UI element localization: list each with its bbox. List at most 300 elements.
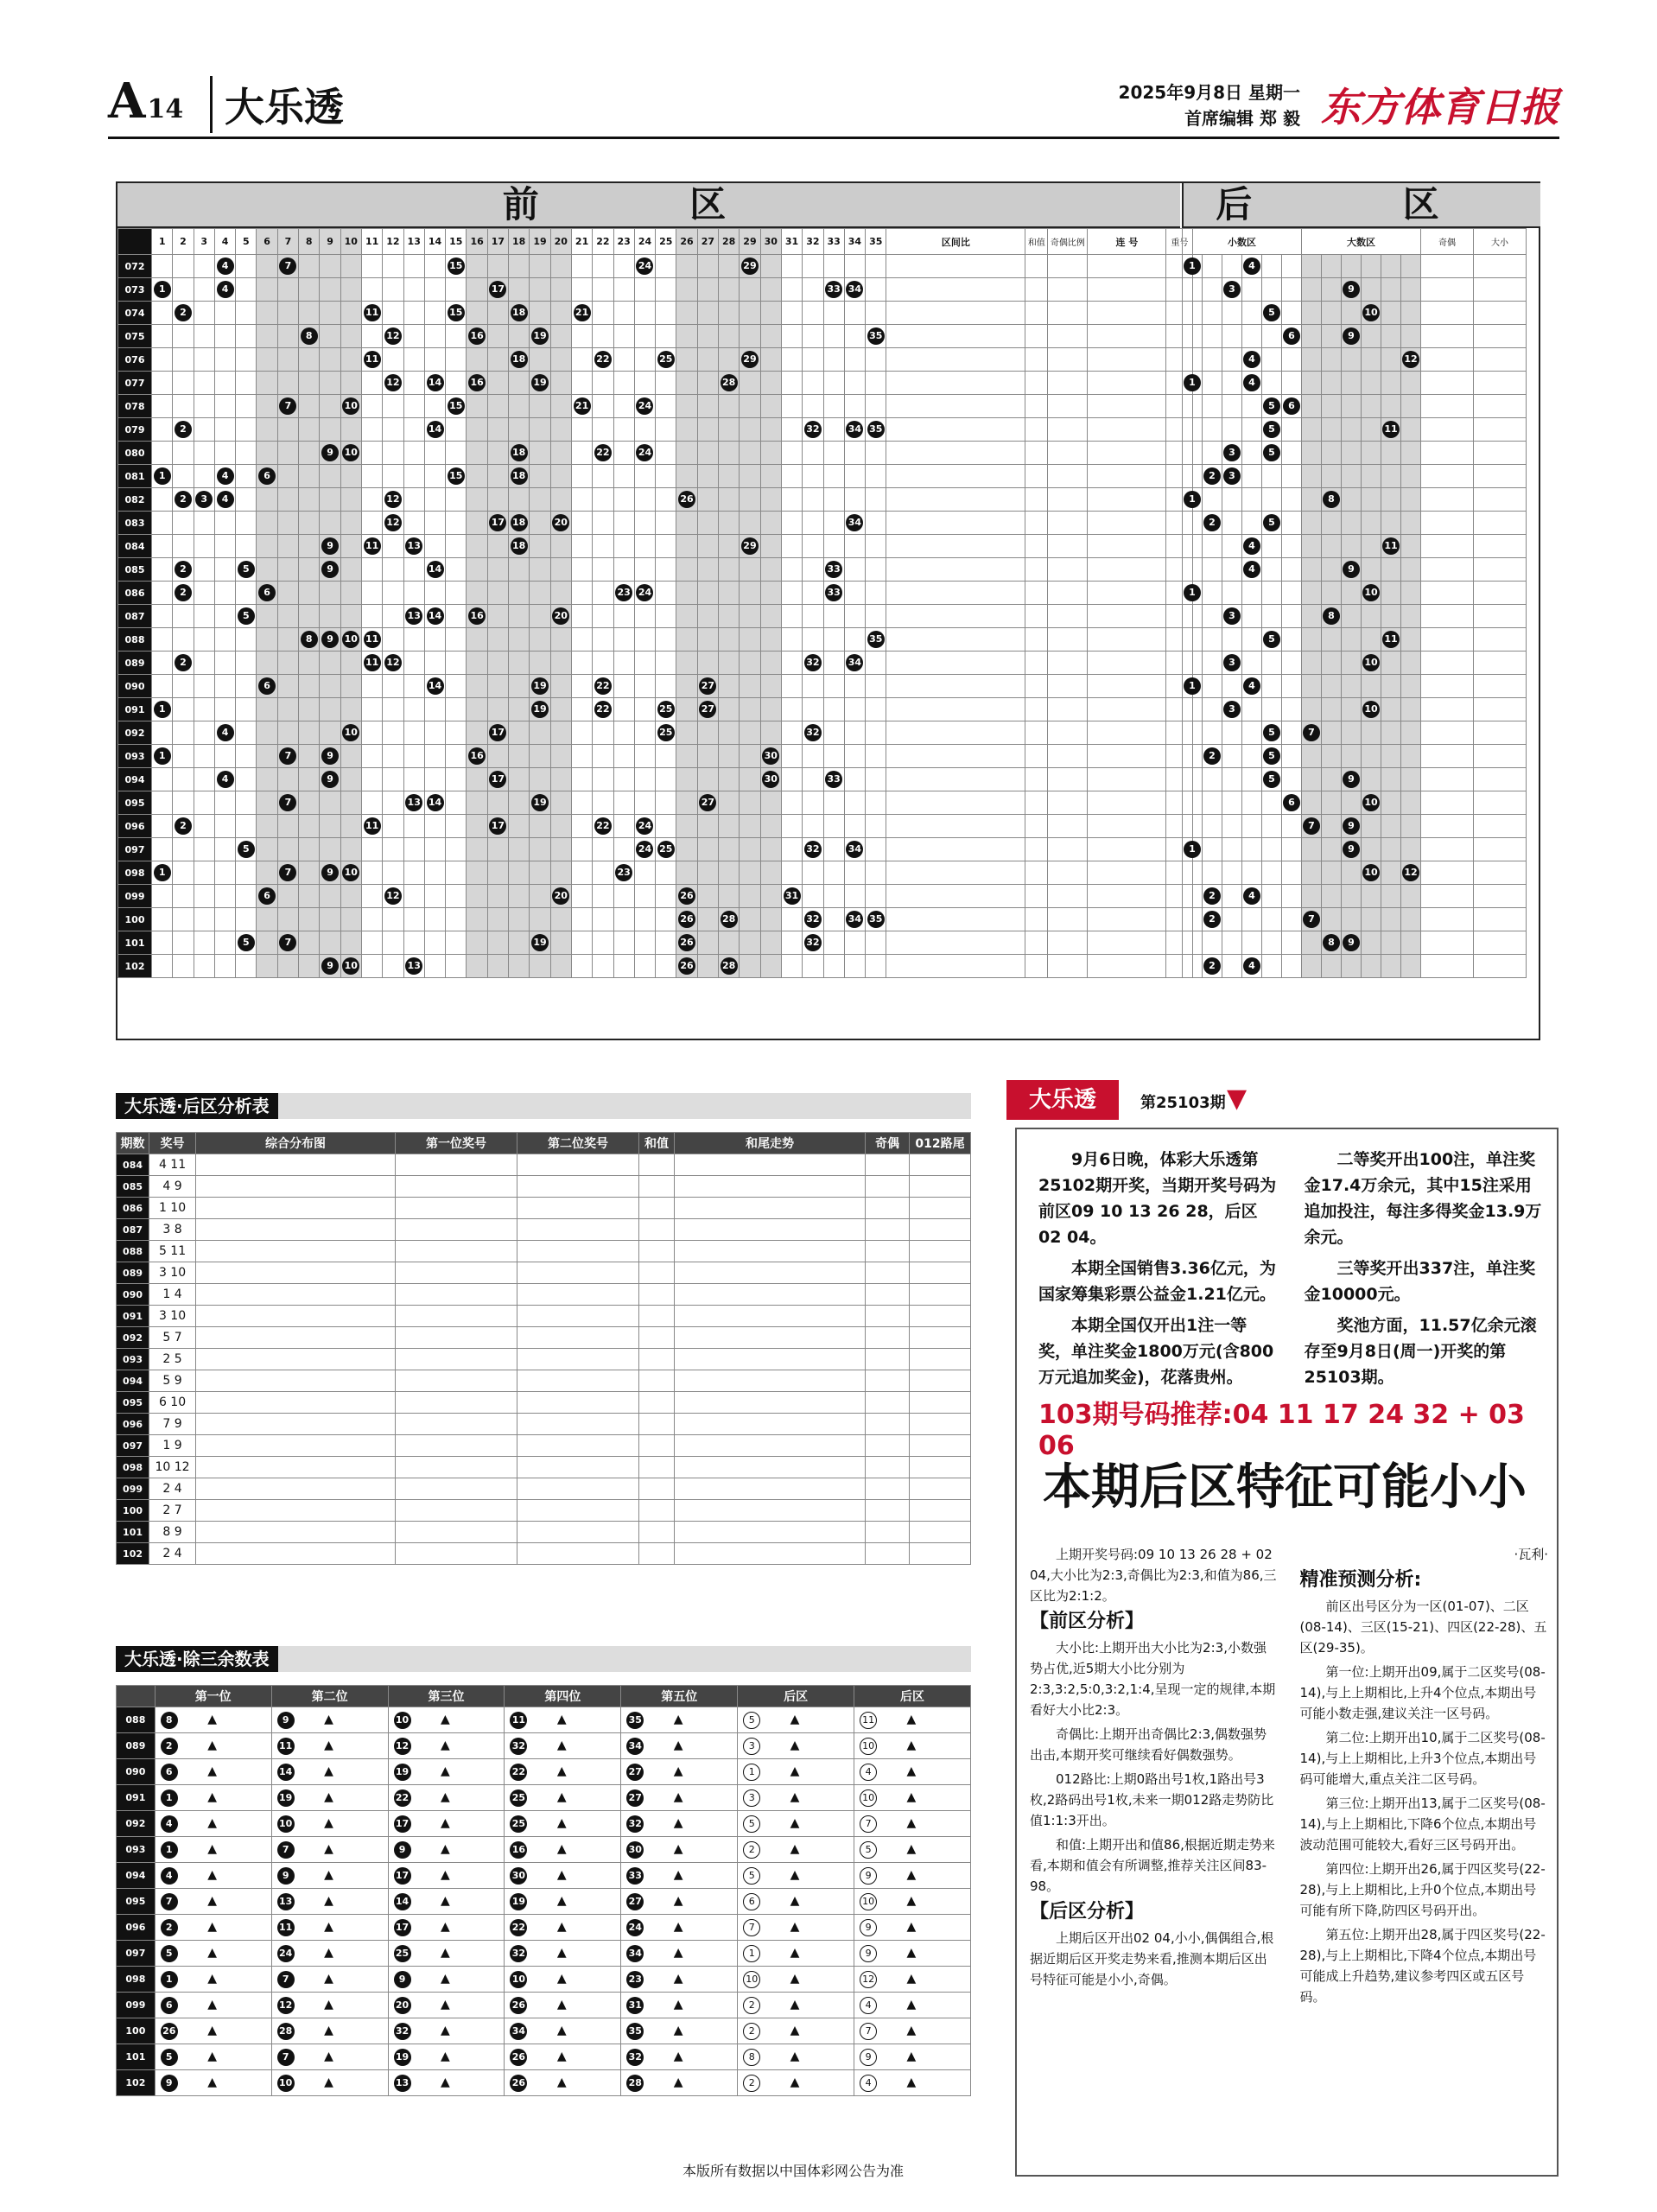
mod3-ball: 32 (510, 1738, 527, 1755)
front-col-header: 9 (320, 229, 340, 255)
drawn-ball: 17 (489, 817, 506, 835)
mod3-col: 后区 (738, 1686, 854, 1707)
mod3-ball: 17 (394, 1867, 411, 1885)
mod3-header: 大乐透·除三余数表 (116, 1646, 971, 1672)
drawn-ball: 33 (825, 281, 842, 298)
article-headline: 本期后区特征可能小小 (1043, 1459, 1527, 1516)
drawn-ball: 7 (279, 397, 296, 415)
drawn-ball: 9 (321, 747, 339, 765)
drawn-ball: 4 (217, 724, 234, 741)
mod3-ball: 10 (743, 1971, 760, 1988)
mod3-ball: 5 (743, 1815, 760, 1833)
mod3-ball: 10 (510, 1971, 527, 1988)
drawn-ball: 28 (721, 374, 738, 391)
drawn-ball: 34 (846, 841, 863, 858)
draw-row (118, 395, 1193, 418)
draw-row (118, 512, 1193, 535)
drawn-ball: 34 (846, 654, 863, 671)
drawn-ball: 28 (721, 957, 738, 975)
back-ball: 4 (1243, 561, 1260, 578)
mod3-ball: 32 (626, 2049, 644, 2066)
draw-number: 095 (118, 791, 152, 815)
front-col-header: 19 (530, 229, 550, 255)
drawn-ball: 24 (636, 841, 653, 858)
draw-row (118, 418, 1193, 442)
drawn-ball: 1 (154, 467, 171, 485)
mod3-row: 090 6 ▲ 14 ▲ 19 ▲ 22 ▲ 27 ▲ 1 ▲ 4 ▲ (117, 1759, 971, 1785)
drawn-ball: 2 (175, 491, 192, 508)
mod3-ball: 22 (394, 1789, 411, 1807)
draw-number: 074 (118, 302, 152, 325)
back-analysis-row: 087 3 8 (117, 1219, 971, 1241)
back-ball: 4 (1243, 677, 1260, 695)
front-col-header: 11 (361, 229, 382, 255)
back-analysis-row: 084 4 11 (117, 1154, 971, 1176)
front-analysis-paragraph: 和值:上期开出和值86,根据近期走势来看,本期和值会有所调整,推荐关注区间83-98。 (1030, 1837, 1275, 1894)
drawn-ball: 20 (552, 607, 569, 625)
mod3-ball: 34 (626, 1738, 644, 1755)
back-analysis-paragraph: 上期后区开出02 04,小小,偶偶组合,根据近期后区开奖走势来看,推测本期后区出号特征可能是小小,奇偶。 (1030, 1930, 1274, 1987)
drawn-ball: 18 (511, 514, 528, 531)
back-ball: 9 (1343, 817, 1360, 835)
drawn-ball: 26 (678, 911, 695, 928)
drawn-ball: 2 (175, 304, 192, 321)
drawn-ball: 34 (846, 911, 863, 928)
front-col-header: 20 (550, 229, 571, 255)
mod3-ball: 26 (510, 2049, 527, 2066)
back-ball: 5 (1263, 397, 1280, 415)
drawn-ball: 19 (531, 677, 549, 695)
mod3-ball: 4 (161, 1815, 178, 1833)
drawn-ball: 9 (321, 444, 339, 461)
back-analysis-col: 第二位奖号 (517, 1133, 639, 1154)
mod3-ball: 27 (626, 1789, 644, 1807)
mod3-ball: 28 (626, 2075, 644, 2092)
drawn-ball: 22 (594, 701, 612, 718)
back-row (1183, 442, 1527, 465)
back-ball: 6 (1283, 794, 1300, 811)
draw-number: 097 (118, 838, 152, 861)
drawn-ball: 14 (427, 607, 444, 625)
mod3-ball: 2 (161, 1919, 178, 1936)
back-analysis-heading: 【后区分析】 (1030, 1901, 1145, 1923)
front-col-header: 15 (446, 229, 467, 255)
front-col-header: 12 (383, 229, 403, 255)
drawn-ball: 6 (258, 467, 276, 485)
draw-number: 082 (118, 488, 152, 512)
drawn-ball: 14 (427, 374, 444, 391)
front-zone-title: 前 区 (117, 183, 1180, 228)
drawn-ball: 8 (301, 631, 318, 648)
mod3-ball: 2 (743, 1997, 760, 2014)
back-ball: 8 (1323, 491, 1340, 508)
prediction-paragraph: 第三位:上期开出13,属于二区奖号(08-14),与上上期相比,下降6个位点,本期出号波动范围可能较大,看好三区号码开出。 (1299, 1796, 1546, 1853)
date-editor: 2025年9月8日 星期一 首席编辑 郑 毅 (1118, 82, 1300, 129)
drawn-ball: 24 (636, 584, 653, 601)
mod3-ball: 23 (626, 1971, 644, 1988)
draw-number: 098 (118, 861, 152, 885)
drawn-ball: 9 (321, 561, 339, 578)
draw-number: 084 (118, 535, 152, 558)
drawn-ball: 35 (867, 327, 885, 345)
drawn-ball: 12 (384, 654, 402, 671)
back-ball: 5 (1263, 421, 1280, 438)
drawn-ball: 7 (279, 257, 296, 275)
back-row (1183, 955, 1527, 978)
mod3-ball: 17 (394, 1919, 411, 1936)
back-row (1183, 745, 1527, 768)
draw-row (118, 628, 1193, 652)
mod3-ball: 19 (510, 1893, 527, 1910)
mod3-ball: 11 (860, 1712, 877, 1729)
mod3-ball: 22 (510, 1919, 527, 1936)
mod3-ball: 24 (277, 1945, 295, 1962)
down-arrow-icon: ▼ (1227, 1084, 1248, 1114)
drawn-ball: 10 (342, 444, 359, 461)
back-ball: 3 (1223, 467, 1241, 485)
mod3-ball: 26 (161, 2023, 178, 2040)
back-oe-header: 奇偶 (1421, 229, 1474, 255)
drawn-ball: 26 (678, 957, 695, 975)
mod3-ball: 2 (161, 1738, 178, 1755)
mod3-row: 091 1 ▲ 19 ▲ 22 ▲ 25 ▲ 27 ▲ 3 ▲ 10 ▲ (117, 1785, 971, 1811)
mod3-ball: 26 (510, 2075, 527, 2092)
back-row (1183, 605, 1527, 628)
draw-number: 092 (118, 721, 152, 745)
back-analysis-col: 第一位奖号 (396, 1133, 517, 1154)
drawn-ball: 1 (154, 864, 171, 881)
back-ball: 1 (1184, 257, 1201, 275)
back-row (1183, 278, 1527, 302)
front-col-header: 27 (697, 229, 718, 255)
front-col-header: 2 (173, 229, 194, 255)
mod3-row: 102 9 ▲ 10 ▲ 13 ▲ 26 ▲ 28 ▲ 2 ▲ 4 ▲ (117, 2070, 971, 2096)
drawn-ball: 18 (511, 537, 528, 555)
drawn-ball: 29 (741, 351, 759, 368)
back-ball: 12 (1402, 351, 1419, 368)
draw-row (118, 488, 1193, 512)
drawn-ball: 25 (657, 841, 675, 858)
draw-row (118, 721, 1193, 745)
prediction-paragraph: 前区出号区分为一区(01-07)、二区(08-14)、三区(15-21)、四区(22-28)、五区(29-35)。 (1299, 1599, 1547, 1656)
article-body: 上期开奖号码:09 10 13 26 28 + 02 04,大小比为2:3,奇偶比为2:3,和值为86,三区比为2:1:2。 【前区分析】 大小比:上期开出大小比为2:3,小数强势占优,近5期大小比分别为2:3,3:2,5:0,3:2,1:4,呈现一定的规律,本期看好大小比2:3。 奇偶比:上期开出奇偶比2:3,偶数强势出击,本期开奖可继续看好偶数强势。 012路比:上期0路出号1枚,1路出号3枚,2路码出号1枚,未来一期012路走势防比值1:1:3开出。 和值:上期开出和值86,根据近期走势来看,本期和值会有所调整,推荐关注区间83-98。 【后区分析】 上期后区开出02 04,小小,偶偶组合,根据近期后区开奖走势来看,推测本期后区出号特征可能是小小,奇偶。 ·瓦利· 精准预测分析: 前区出号区分为一区(01-07)、二区(08-14)、三区(15-21)、四区(22-28)、五区(29-35)。 第一位:上期开出09,属于二区奖号(08-14),与上上期相比,上升4个位点,本期出号可能小数走强,建议关注一区号码。 第二位:上期开出10,属于二区奖号(08-14),与上上期相比,上升3个位点,本期出号码可能增大,重点关注二区号码。 第三位:上期开出13,属于二区奖号(08-14),与上上期相比,下降6个位点,本期出号波动范围可能较大,看好三区号码开出。 第四位:上期开出26,属于四区奖号(22-28),与上上期相比,上升0个位点,本期出号可能有所下降,防四区号码开出。 第五位:上期开出28,属于四区奖号(22-28),与上上期相比,下降4个位点,本期出号可能成上升趋势,建议参考四区或五区号码。 (1030, 1544, 1548, 2007)
prediction-heading: 精准预测分析: (1299, 1569, 1422, 1591)
mod3-ball: 1 (743, 1764, 760, 1781)
mod3-ball: 9 (277, 1867, 295, 1885)
drawn-ball: 33 (825, 584, 842, 601)
drawn-ball: 19 (531, 701, 549, 718)
draw-row (118, 325, 1193, 348)
drawn-ball: 12 (384, 327, 402, 345)
back-ball: 2 (1203, 887, 1221, 905)
back-ball: 10 (1362, 654, 1380, 671)
draw-row (118, 535, 1193, 558)
paper-logo: 东方体育日报 (1321, 84, 1559, 130)
drawn-ball: 22 (594, 677, 612, 695)
front-col-header: 21 (571, 229, 592, 255)
drawn-ball: 18 (511, 467, 528, 485)
lead-paragraph: 9月6日晚，体彩大乐透第25102期开奖，当期开奖号码为前区09 10 13 26 28，后区02 04。 (1038, 1150, 1277, 1247)
drawn-ball: 27 (699, 701, 716, 718)
back-row (1183, 535, 1527, 558)
draw-row (118, 838, 1193, 861)
front-col-header: 1 (152, 229, 173, 255)
drawn-ball: 2 (175, 421, 192, 438)
mod3-row: 099 6 ▲ 12 ▲ 20 ▲ 26 ▲ 31 ▲ 2 ▲ 4 ▲ (117, 1993, 971, 2018)
prediction-paragraph: 第二位:上期开出10,属于二区奖号(08-14),与上上期相比,上升3个位点,本期出号码可能增大,重点关注二区号码。 (1299, 1730, 1546, 1787)
draw-number: 077 (118, 372, 152, 395)
front-col-header: 35 (866, 229, 886, 255)
back-analysis-table (116, 1132, 971, 1565)
mod3-ball: 14 (394, 1893, 411, 1910)
lead-paragraph: 本期全国销售3.36亿元，为国家筹集彩票公益金1.21亿元。 (1038, 1259, 1276, 1304)
mod3-ball: 1 (161, 1841, 178, 1859)
draw-number: 087 (118, 605, 152, 628)
mod3-ball: 33 (626, 1867, 644, 1885)
back-ball: 3 (1223, 607, 1241, 625)
back-analysis-row: 094 5 9 (117, 1370, 971, 1392)
drawn-ball: 13 (405, 607, 422, 625)
drawn-ball: 10 (342, 724, 359, 741)
back-ball: 5 (1263, 747, 1280, 765)
mod3-col: 第四位 (505, 1686, 621, 1707)
draw-row (118, 745, 1193, 768)
mod3-ball: 32 (394, 2023, 411, 2040)
mod3-ball: 7 (161, 1893, 178, 1910)
back-row (1183, 512, 1527, 535)
mod3-ball: 5 (743, 1867, 760, 1885)
drawn-ball: 5 (238, 561, 255, 578)
drawn-ball: 1 (154, 747, 171, 765)
drawn-ball: 20 (552, 887, 569, 905)
drawn-ball: 12 (384, 491, 402, 508)
draw-number: 073 (118, 278, 152, 302)
mod3-ball: 10 (860, 1738, 877, 1755)
front-col-header: 25 (656, 229, 676, 255)
back-ball: 1 (1184, 584, 1201, 601)
drawn-ball: 11 (364, 537, 381, 555)
mod3-ball: 7 (277, 1971, 295, 1988)
drawn-ball: 17 (489, 724, 506, 741)
front-col-header: 14 (424, 229, 445, 255)
mod3-ball: 6 (161, 1997, 178, 2014)
draw-row (118, 255, 1193, 278)
drawn-ball: 9 (321, 771, 339, 788)
drawn-ball: 15 (448, 304, 465, 321)
mod3-ball: 6 (161, 1764, 178, 1781)
drawn-ball: 11 (364, 817, 381, 835)
drawn-ball: 34 (846, 514, 863, 531)
drawn-ball: 13 (405, 537, 422, 555)
back-analysis-row: 086 1 10 (117, 1198, 971, 1219)
back-ball: 11 (1382, 631, 1400, 648)
front-col-header: 24 (634, 229, 655, 255)
back-ball: 2 (1203, 957, 1221, 975)
drawn-ball: 35 (867, 421, 885, 438)
drawn-ball: 9 (321, 631, 339, 648)
drawn-ball: 24 (636, 817, 653, 835)
mod3-col: 第一位 (155, 1686, 271, 1707)
front-col-header: 33 (823, 229, 844, 255)
front-grid (117, 228, 1193, 978)
drawn-ball: 35 (867, 911, 885, 928)
back-ball: 10 (1362, 304, 1380, 321)
mod3-ball: 30 (626, 1841, 644, 1859)
back-ball: 9 (1343, 841, 1360, 858)
mod3-row: 101 5 ▲ 7 ▲ 19 ▲ 26 ▲ 32 ▲ 8 ▲ 9 ▲ (117, 2044, 971, 2070)
back-ball: 1 (1184, 841, 1201, 858)
mod3-ball: 5 (161, 1945, 178, 1962)
drawn-ball: 24 (636, 397, 653, 415)
drawn-ball: 32 (804, 421, 822, 438)
back-ball: 3 (1223, 281, 1241, 298)
mod3-ball: 19 (394, 1764, 411, 1781)
mod3-row: 088 8 ▲ 9 ▲ 10 ▲ 11 ▲ 35 ▲ 5 ▲ 11 ▲ (117, 1707, 971, 1733)
back-ball: 5 (1263, 724, 1280, 741)
drawn-ball: 24 (636, 257, 653, 275)
drawn-ball: 4 (217, 281, 234, 298)
mod3-col: 第三位 (388, 1686, 505, 1707)
back-ball: 7 (1303, 817, 1320, 835)
back-ball: 4 (1243, 374, 1260, 391)
back-analysis-col: 和尾走势 (675, 1133, 866, 1154)
back-ball: 1 (1184, 677, 1201, 695)
mod3-ball: 24 (626, 1919, 644, 1936)
front-col-header: 5 (236, 229, 257, 255)
back-ball: 3 (1223, 701, 1241, 718)
back-ball: 10 (1362, 701, 1380, 718)
draw-number: 099 (118, 885, 152, 908)
drawn-ball: 9 (321, 864, 339, 881)
back-row (1183, 791, 1527, 815)
back-ball: 9 (1343, 934, 1360, 951)
draw-row (118, 442, 1193, 465)
mod3-ball: 7 (860, 1815, 877, 1833)
back-ball: 5 (1263, 304, 1280, 321)
back-ball: 7 (1303, 911, 1320, 928)
draw-number: 093 (118, 745, 152, 768)
drawn-ball: 28 (721, 911, 738, 928)
article-tag: 大乐透 (1006, 1080, 1119, 1120)
drawn-ball: 25 (657, 701, 675, 718)
mod3-row: 096 2 ▲ 11 ▲ 17 ▲ 22 ▲ 24 ▲ 7 ▲ 9 ▲ (117, 1915, 971, 1941)
draw-row (118, 815, 1193, 838)
back-grid (1182, 228, 1527, 978)
drawn-ball: 14 (427, 421, 444, 438)
drawn-ball: 15 (448, 397, 465, 415)
back-ball: 8 (1323, 607, 1340, 625)
back-ball: 2 (1203, 747, 1221, 765)
prediction-paragraph: 第一位:上期开出09,属于二区奖号(08-14),与上上期相比,上升4个位点,本期出号可能小数走强,建议关注一区号码。 (1299, 1664, 1546, 1721)
back-analysis-row: 085 4 9 (117, 1176, 971, 1198)
drawn-ball: 6 (258, 887, 276, 905)
mod3-ball: 32 (626, 1815, 644, 1833)
back-analysis-row: 089 3 10 (117, 1262, 971, 1284)
draw-number: 081 (118, 465, 152, 488)
drawn-ball: 30 (762, 747, 779, 765)
draw-row (118, 582, 1193, 605)
mod3-ball: 9 (277, 1712, 295, 1729)
mod3-row: 095 7 ▲ 13 ▲ 14 ▲ 19 ▲ 27 ▲ 6 ▲ 10 ▲ (117, 1889, 971, 1915)
drawn-ball: 2 (175, 817, 192, 835)
drawn-ball: 27 (699, 794, 716, 811)
back-row (1183, 465, 1527, 488)
mod3-ball: 9 (860, 1867, 877, 1885)
drawn-ball: 4 (217, 771, 234, 788)
drawn-ball: 1 (154, 281, 171, 298)
back-row (1183, 908, 1527, 931)
mod3-ball: 34 (626, 1945, 644, 1962)
draw-number: 088 (118, 628, 152, 652)
mod3-ball: 31 (626, 1997, 644, 2014)
back-analysis-col: 和值 (639, 1133, 675, 1154)
mod3-ball: 34 (510, 2023, 527, 2040)
drawn-ball: 9 (321, 537, 339, 555)
back-row (1183, 861, 1527, 885)
mod3-col: 第五位 (621, 1686, 738, 1707)
drawn-ball: 32 (804, 911, 822, 928)
back-ball: 11 (1382, 537, 1400, 555)
section-title: 大乐透 (210, 76, 344, 133)
back-ball: 5 (1263, 631, 1280, 648)
back-row (1183, 582, 1527, 605)
page-number: A14 (108, 73, 184, 130)
drawn-ball: 22 (594, 817, 612, 835)
trend-chart (116, 181, 1540, 1040)
drawn-ball: 16 (468, 747, 486, 765)
drawn-ball: 22 (594, 351, 612, 368)
drawn-ball: 6 (258, 677, 276, 695)
drawn-ball: 10 (342, 957, 359, 975)
draw-number: 089 (118, 652, 152, 675)
front-analysis-paragraph: 012路比:上期0路出号1枚,1路出号3枚,2路码出号1枚,未来一期012路走势防比值1:1:3开出。 (1030, 1771, 1274, 1828)
back-analysis-row: 092 5 7 (117, 1327, 971, 1349)
mod3-ball: 12 (394, 1738, 411, 1755)
sum-header: 和值 (1025, 229, 1048, 255)
zone-ratio-header: 区间比 (886, 229, 1025, 255)
drawn-ball: 6 (258, 584, 276, 601)
mod3-row: 098 1 ▲ 7 ▲ 9 ▲ 10 ▲ 23 ▲ 10 ▲ 12 ▲ (117, 1967, 971, 1993)
draw-number: 076 (118, 348, 152, 372)
front-col-header: 26 (676, 229, 697, 255)
mod3-ball: 4 (860, 1997, 877, 2014)
back-analysis-row: 098 10 12 (117, 1457, 971, 1478)
drawn-ball: 32 (804, 934, 822, 951)
mod3-ball: 10 (277, 1815, 295, 1833)
drawn-ball: 16 (468, 327, 486, 345)
drawn-ball: 17 (489, 771, 506, 788)
front-col-header: 30 (760, 229, 781, 255)
draw-row (118, 558, 1193, 582)
mod3-ball: 13 (394, 2075, 411, 2092)
drawn-ball: 7 (279, 747, 296, 765)
back-row (1183, 325, 1527, 348)
mod3-ball: 30 (510, 1867, 527, 1885)
drawn-ball: 14 (427, 561, 444, 578)
back-ball: 2 (1203, 467, 1221, 485)
drawn-ball: 14 (427, 794, 444, 811)
drawn-ball: 19 (531, 374, 549, 391)
mod3-ball: 1 (161, 1971, 178, 1988)
drawn-ball: 2 (175, 654, 192, 671)
footer-note: 本版所有数据以中国体彩网公告为准 (682, 2163, 905, 2179)
drawn-ball: 3 (195, 491, 213, 508)
prediction-paragraph: 第五位:上期开出28,属于四区奖号(22-28),与上上期相比,下降4个位点,本期出号可能成上升趋势,建议参考四区或五区号码。 (1299, 1927, 1546, 2005)
mod3-ball: 10 (860, 1789, 877, 1807)
back-analysis-row: 091 3 10 (117, 1306, 971, 1327)
drawn-ball: 31 (784, 887, 801, 905)
back-ball: 9 (1343, 561, 1360, 578)
